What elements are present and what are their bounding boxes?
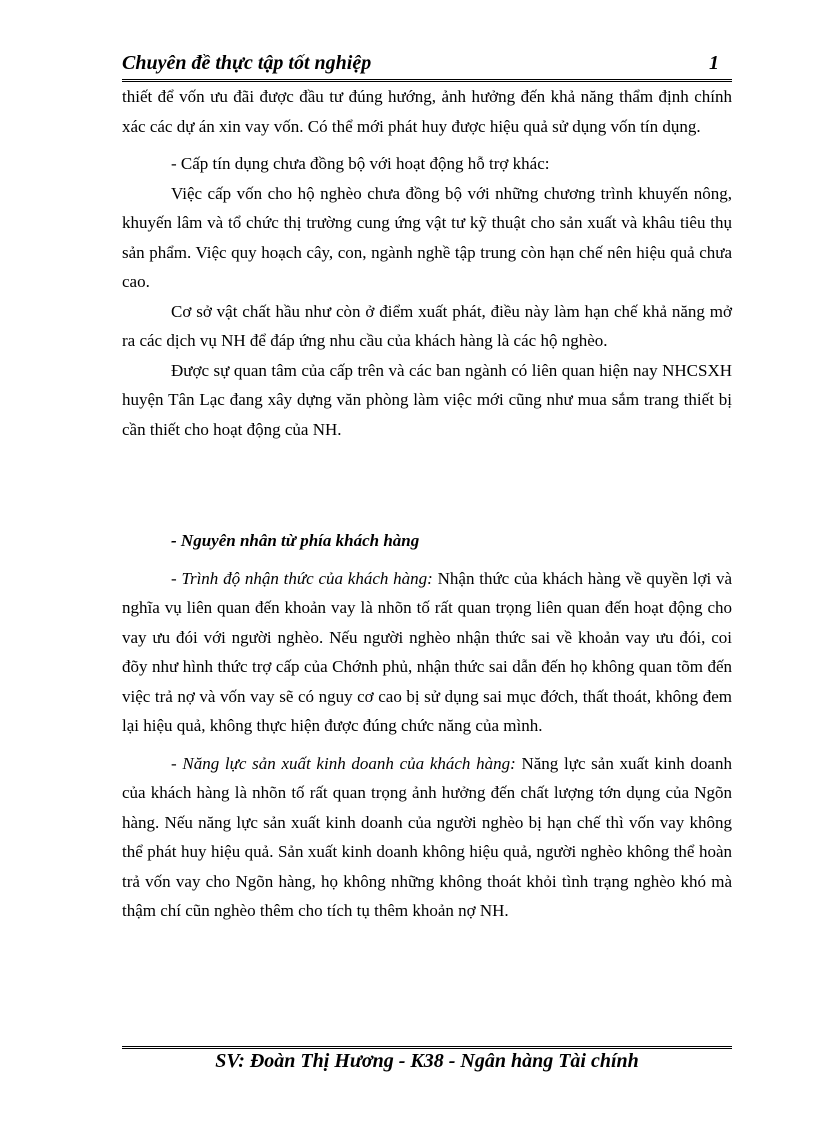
paragraph-5: Được sự quan tâm của cấp trên và các ban ngành có liên quan hiện nay NHCSXH huyện Tân Lạc đang xây dựng văn phòng làm việc mới cũng như mua sắm trang thiết bị cần thiết cho hoạt động của NH. (122, 360, 732, 439)
paragraph-6-lead: - Trình độ nhận thức của khách hàng: (171, 568, 433, 588)
paragraph-3: Việc cấp vốn cho hộ nghèo chưa đồng bộ với những chương trình khuyến nông, khuyến lâm và tổ chức thị trường cung ứng vật tư kỹ thuật cho sản xuất và khâu tiêu thụ sản phẩm. Việc quy hoạch cây, con, ngành nghề tập trung còn hạn chế nên hiệu quả chưa cao. (122, 183, 732, 291)
section-heading: - Nguyên nhân từ phía khách hàng (171, 531, 420, 550)
paragraph-7-lead: - Năng lực sản xuất kinh doanh của khách hàng: (171, 753, 516, 773)
paragraph-7 (122, 749, 732, 926)
paragraph-6 (122, 564, 732, 741)
footer-rule (122, 1046, 732, 1049)
header-title: Chuyên đề thực tập tốt nghiệp (122, 52, 372, 74)
paragraph-7-text: Năng lực sản xuất kinh doanh của khách hàng là nhõn tố rất quan trọng ảnh hưởng đến chất lượng tớn dụng của Ngõn hàng. Nếu năng lực sản xuất kinh doanh của người nghèo bị hạn chế thì vốn vay không thể phát huy hiệu quả. Sản xuất kinh doanh không hiệu quả, người nghèo không thể hoàn trả vốn vay cho Ngõn hàng, họ không những không thoát khỏi tình trạng nghèo khó mà thậm chí cũn nghèo thêm cho tích tụ thêm khoản nợ NH. (122, 753, 732, 920)
page-header (122, 52, 727, 78)
paragraph-6-text: Nhận thức của khách hàng về quyền lợi và nghĩa vụ liên quan đến khoản vay là nhõn tố rất quan trọng liên quan đến hoạt động cho vay ưu đói với người nghèo. Nếu người nghèo nhận thức sai về khoản vay ưu đói, coi đõy như hình thức trợ cấp của Chớnh phủ, nhận thức sai dẫn đến họ không quan tõm đến việc trả nợ và vốn vay sẽ có nguy cơ cao bị sử dụng sai mục đớch, thất thoát, không đem lại hiệu quả, không thực hiện được đúng chức năng của mình. (122, 568, 732, 735)
document-body (122, 82, 732, 926)
paragraph-1: thiết để vốn ưu đãi được đầu tư đúng hướng, ảnh hưởng đến khả năng thẩm định chính xác các dự án xin vay vốn. Có thể mới phát huy được hiệu quả sử dụng vốn tín dụng. (122, 87, 732, 136)
page-number: 1 (709, 52, 719, 74)
paragraph-4: Cơ sở vật chất hầu như còn ở điểm xuất phát, điều này làm hạn chế khả năng mở ra các dịch vụ NH để đáp ứng nhu cầu của khách hàng là các hộ nghèo. (122, 301, 732, 350)
paragraph-2: - Cấp tín dụng chưa đồng bộ với hoạt động hỗ trợ khác: (171, 154, 550, 173)
page-footer: SV: Đoàn Thị Hương - K38 - Ngân hàng Tài chính (215, 1050, 639, 1072)
